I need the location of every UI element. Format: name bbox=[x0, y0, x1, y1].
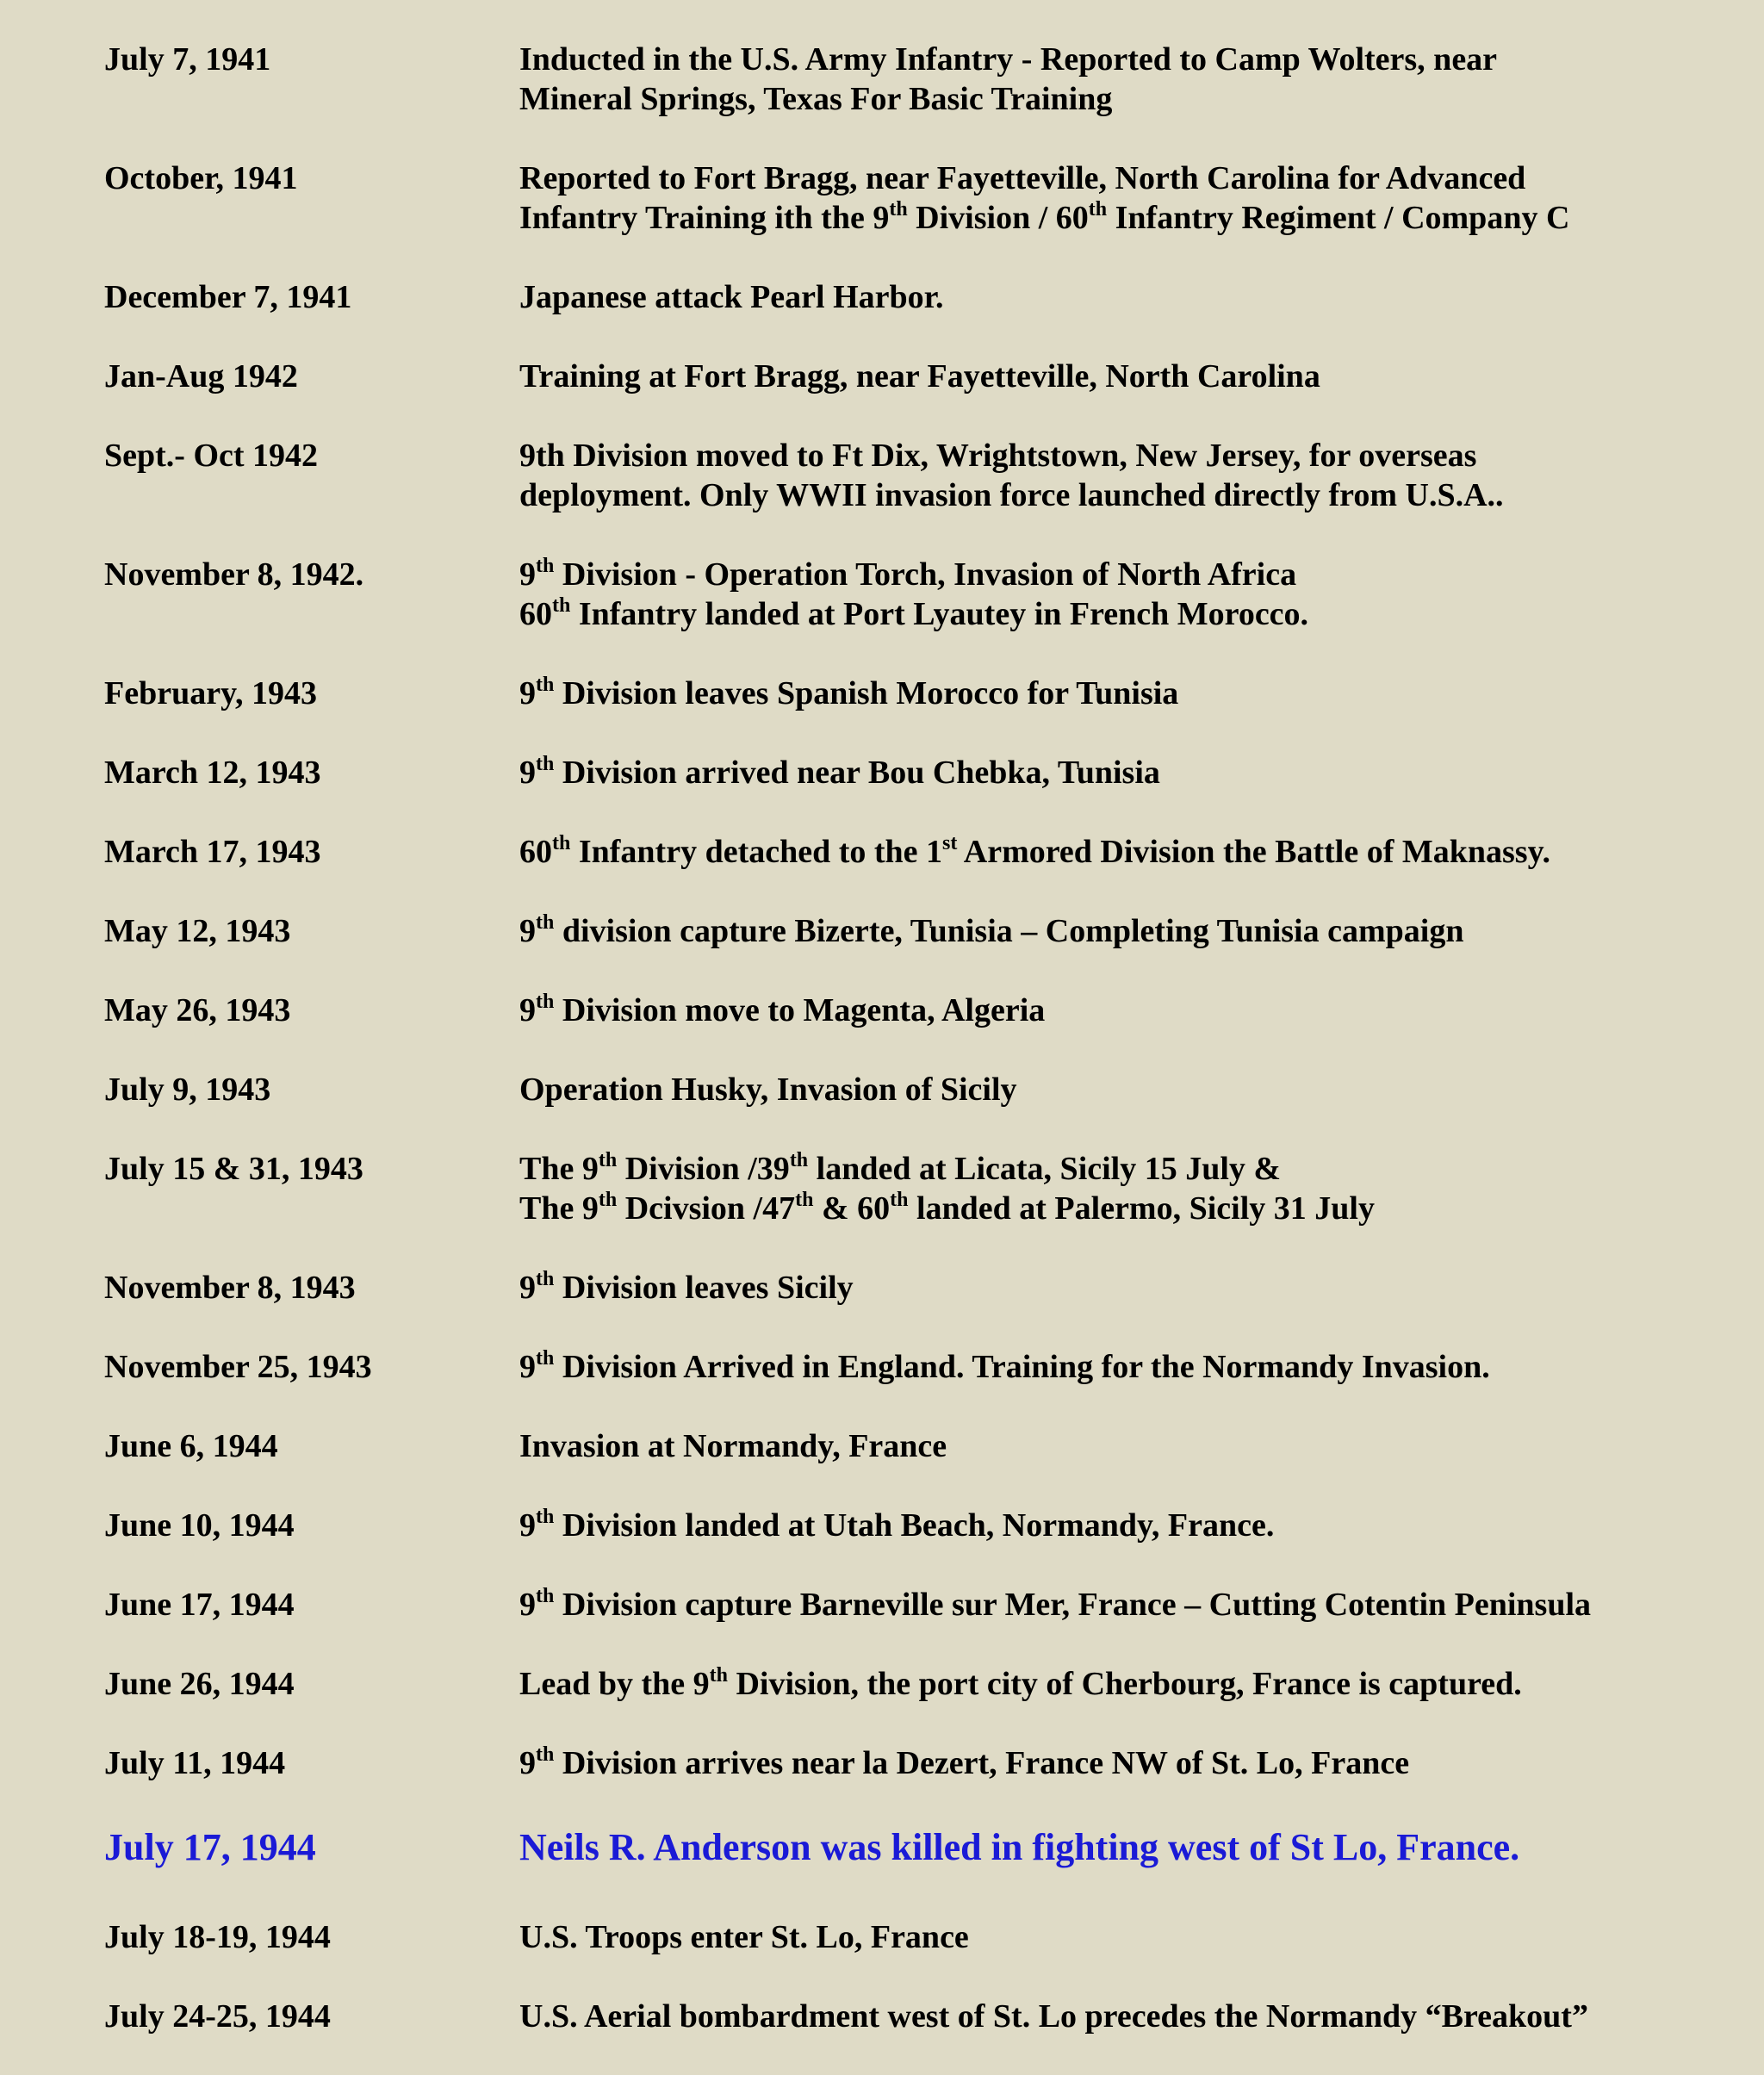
event-text: 60 bbox=[519, 834, 552, 870]
event-text: Dcivsion /47 bbox=[617, 1190, 796, 1227]
event-line bbox=[519, 40, 1742, 79]
event-text: 9 bbox=[519, 913, 536, 949]
timeline-event bbox=[519, 1997, 1742, 2036]
event-line bbox=[519, 1506, 1742, 1545]
timeline-date: November 25, 1943 bbox=[104, 1349, 372, 1385]
timeline-event bbox=[519, 1506, 1742, 1545]
event-text: Division arrived near Bou Chebka, Tunisia bbox=[554, 755, 1160, 791]
timeline-event bbox=[519, 753, 1742, 792]
event-text: deployment. Only WWII invasion force launched directly from U.S.A.. bbox=[519, 477, 1504, 513]
event-text: U.S. Troops enter St. Lo, France bbox=[519, 1919, 969, 1955]
event-line bbox=[519, 1189, 1742, 1228]
timeline-date: July 24-25, 1944 bbox=[104, 1998, 331, 2035]
event-text: Division Arrived in England. Training for the Normandy Invasion. bbox=[554, 1349, 1490, 1385]
ordinal-suffix: th bbox=[598, 1149, 618, 1171]
event-text: Division capture Barneville sur Mer, France – Cutting Cotentin Peninsula bbox=[554, 1587, 1592, 1623]
event-text: Division, the port city of Cherbourg, France is captured. bbox=[727, 1666, 1522, 1702]
timeline-date: October, 1941 bbox=[104, 160, 298, 196]
event-line bbox=[519, 1743, 1742, 1783]
timeline-event bbox=[519, 1826, 1742, 1869]
event-line bbox=[519, 475, 1742, 515]
timeline-date: July 9, 1943 bbox=[104, 1072, 271, 1108]
event-line bbox=[519, 1997, 1742, 2036]
ordinal-suffix: th bbox=[536, 1506, 555, 1528]
timeline-event bbox=[519, 911, 1742, 951]
timeline-date: February, 1943 bbox=[104, 675, 317, 711]
event-line bbox=[519, 1347, 1742, 1387]
timeline-event bbox=[519, 357, 1742, 396]
event-text: Infantry detached to the 1 bbox=[570, 834, 943, 870]
event-text: Operation Husky, Invasion of Sicily bbox=[519, 1072, 1017, 1108]
timeline-event bbox=[519, 277, 1742, 317]
timeline-event bbox=[519, 1585, 1742, 1625]
event-text: Armored Division the Battle of Maknassy. bbox=[957, 834, 1550, 870]
ordinal-suffix: th bbox=[536, 753, 555, 775]
ordinal-suffix: th bbox=[536, 911, 555, 934]
event-text: Division landed at Utah Beach, Normandy, France. bbox=[554, 1507, 1275, 1544]
ordinal-suffix: th bbox=[598, 1189, 618, 1211]
event-line bbox=[519, 753, 1742, 792]
event-line bbox=[519, 1268, 1742, 1308]
timeline-event bbox=[519, 1268, 1742, 1308]
event-text: Japanese attack Pearl Harbor. bbox=[519, 279, 944, 315]
event-text: landed at Palermo, Sicily 31 July bbox=[908, 1190, 1375, 1227]
timeline-event bbox=[519, 1149, 1742, 1228]
event-text: Division - Operation Torch, Invasion of North Africa bbox=[554, 556, 1297, 593]
timeline-date: June 6, 1944 bbox=[104, 1428, 278, 1464]
event-line bbox=[519, 79, 1742, 119]
timeline-event bbox=[519, 1917, 1742, 1957]
timeline-date: July 11, 1944 bbox=[104, 1745, 286, 1781]
timeline-event bbox=[519, 1070, 1742, 1109]
event-text: Division /39 bbox=[617, 1151, 790, 1187]
event-line bbox=[519, 198, 1742, 238]
event-line bbox=[519, 674, 1742, 713]
event-text: Reported to Fort Bragg, near Fayetteville, North Carolina for Advanced bbox=[519, 160, 1526, 196]
ordinal-suffix: st bbox=[942, 832, 958, 854]
timeline-date: June 26, 1944 bbox=[104, 1666, 295, 1702]
event-line bbox=[519, 1070, 1742, 1109]
timeline-date: July 15 & 31, 1943 bbox=[104, 1151, 363, 1187]
event-text: The 9 bbox=[519, 1151, 599, 1187]
timeline-date: November 8, 1942. bbox=[104, 556, 364, 593]
event-text: 9 bbox=[519, 1745, 536, 1781]
timeline-event bbox=[519, 991, 1742, 1030]
event-line bbox=[519, 1826, 1742, 1869]
event-line bbox=[519, 1585, 1742, 1625]
event-text: Division move to Magenta, Algeria bbox=[554, 992, 1046, 1028]
timeline-date: March 12, 1943 bbox=[104, 755, 321, 791]
timeline-event bbox=[519, 832, 1742, 872]
event-line bbox=[519, 555, 1742, 594]
event-line bbox=[519, 832, 1742, 872]
event-line bbox=[519, 594, 1742, 634]
event-text: division capture Bizerte, Tunisia – Completing Tunisia campaign bbox=[554, 913, 1464, 949]
event-line bbox=[519, 158, 1742, 198]
event-text: Neils R. Anderson was killed in fighting west of St Lo, France. bbox=[519, 1826, 1520, 1868]
event-text: 9 bbox=[519, 1507, 536, 1544]
ordinal-suffix: th bbox=[709, 1664, 728, 1687]
ordinal-suffix: th bbox=[552, 832, 571, 854]
ordinal-suffix: th bbox=[536, 1347, 555, 1370]
ordinal-suffix: th bbox=[536, 555, 555, 577]
timeline-date: May 26, 1943 bbox=[104, 992, 291, 1028]
ordinal-suffix: th bbox=[890, 1189, 909, 1211]
timeline-event bbox=[519, 158, 1742, 238]
timeline-event bbox=[519, 1743, 1742, 1783]
timeline-event bbox=[519, 436, 1742, 515]
timeline-date: June 17, 1944 bbox=[104, 1587, 295, 1623]
timeline-date: Jan-Aug 1942 bbox=[104, 358, 298, 394]
timeline-date: Sept.- Oct 1942 bbox=[104, 438, 319, 474]
timeline-date: March 17, 1943 bbox=[104, 834, 321, 870]
event-text: Invasion at Normandy, France bbox=[519, 1428, 947, 1464]
event-line bbox=[519, 1149, 1742, 1189]
ordinal-suffix: th bbox=[789, 1149, 809, 1171]
event-text: 9 bbox=[519, 675, 536, 711]
event-text: landed at Licata, Sicily 15 July & bbox=[808, 1151, 1282, 1187]
event-text: Division / 60 bbox=[907, 200, 1089, 236]
timeline-date: December 7, 1941 bbox=[104, 279, 352, 315]
timeline-date: July 17, 1944 bbox=[104, 1826, 316, 1868]
timeline-event bbox=[519, 40, 1742, 119]
event-text: Inducted in the U.S. Army Infantry - Reported to Camp Wolters, near bbox=[519, 41, 1498, 78]
timeline-event bbox=[519, 555, 1742, 634]
timeline-date: June 10, 1944 bbox=[104, 1507, 295, 1544]
timeline-event bbox=[519, 1664, 1742, 1704]
event-text: Division leaves Spanish Morocco for Tunisia bbox=[554, 675, 1179, 711]
timeline-event bbox=[519, 1426, 1742, 1466]
event-text: The 9 bbox=[519, 1190, 599, 1227]
ordinal-suffix: th bbox=[889, 198, 908, 221]
timeline-date: May 12, 1943 bbox=[104, 913, 291, 949]
timeline-date: July 18-19, 1944 bbox=[104, 1919, 331, 1955]
ordinal-suffix: th bbox=[536, 1585, 555, 1607]
event-text: 9 bbox=[519, 556, 536, 593]
event-text: Infantry Regiment / Company C bbox=[1107, 200, 1570, 236]
event-line bbox=[519, 357, 1742, 396]
ordinal-suffix: th bbox=[536, 1268, 555, 1290]
event-line bbox=[519, 991, 1742, 1030]
event-line bbox=[519, 277, 1742, 317]
event-text: 9 bbox=[519, 1587, 536, 1623]
ordinal-suffix: th bbox=[552, 594, 571, 617]
ordinal-suffix: th bbox=[536, 991, 555, 1013]
event-text: 9 bbox=[519, 1349, 536, 1385]
timeline-date: November 8, 1943 bbox=[104, 1270, 356, 1306]
event-text: & 60 bbox=[813, 1190, 891, 1227]
event-text: 9 bbox=[519, 1270, 536, 1306]
ordinal-suffix: th bbox=[536, 674, 555, 696]
event-text: 9th Division moved to Ft Dix, Wrightstown, New Jersey, for overseas bbox=[519, 438, 1477, 474]
event-text: 60 bbox=[519, 596, 552, 632]
event-text: 9 bbox=[519, 992, 536, 1028]
timeline-date: July 7, 1941 bbox=[104, 41, 271, 78]
event-text: Division leaves Sicily bbox=[554, 1270, 854, 1306]
event-line bbox=[519, 1917, 1742, 1957]
event-text: 9 bbox=[519, 755, 536, 791]
event-text: Infantry Training ith the 9 bbox=[519, 200, 890, 236]
event-line bbox=[519, 436, 1742, 475]
timeline-event bbox=[519, 1347, 1742, 1387]
event-line bbox=[519, 1426, 1742, 1466]
event-text: U.S. Aerial bombardment west of St. Lo precedes the Normandy “Breakout” bbox=[519, 1998, 1588, 2035]
event-line bbox=[519, 911, 1742, 951]
ordinal-suffix: th bbox=[1088, 198, 1108, 221]
ordinal-suffix: th bbox=[795, 1189, 814, 1211]
event-text: Infantry landed at Port Lyautey in French Morocco. bbox=[570, 596, 1309, 632]
event-text: Mineral Springs, Texas For Basic Training bbox=[519, 81, 1113, 117]
event-line bbox=[519, 1664, 1742, 1704]
ordinal-suffix: th bbox=[536, 1743, 555, 1766]
event-text: Lead by the 9 bbox=[519, 1666, 710, 1702]
timeline-event bbox=[519, 674, 1742, 713]
event-text: Division arrives near la Dezert, France NW of St. Lo, France bbox=[554, 1745, 1410, 1781]
event-text: Training at Fort Bragg, near Fayetteville, North Carolina bbox=[519, 358, 1320, 394]
